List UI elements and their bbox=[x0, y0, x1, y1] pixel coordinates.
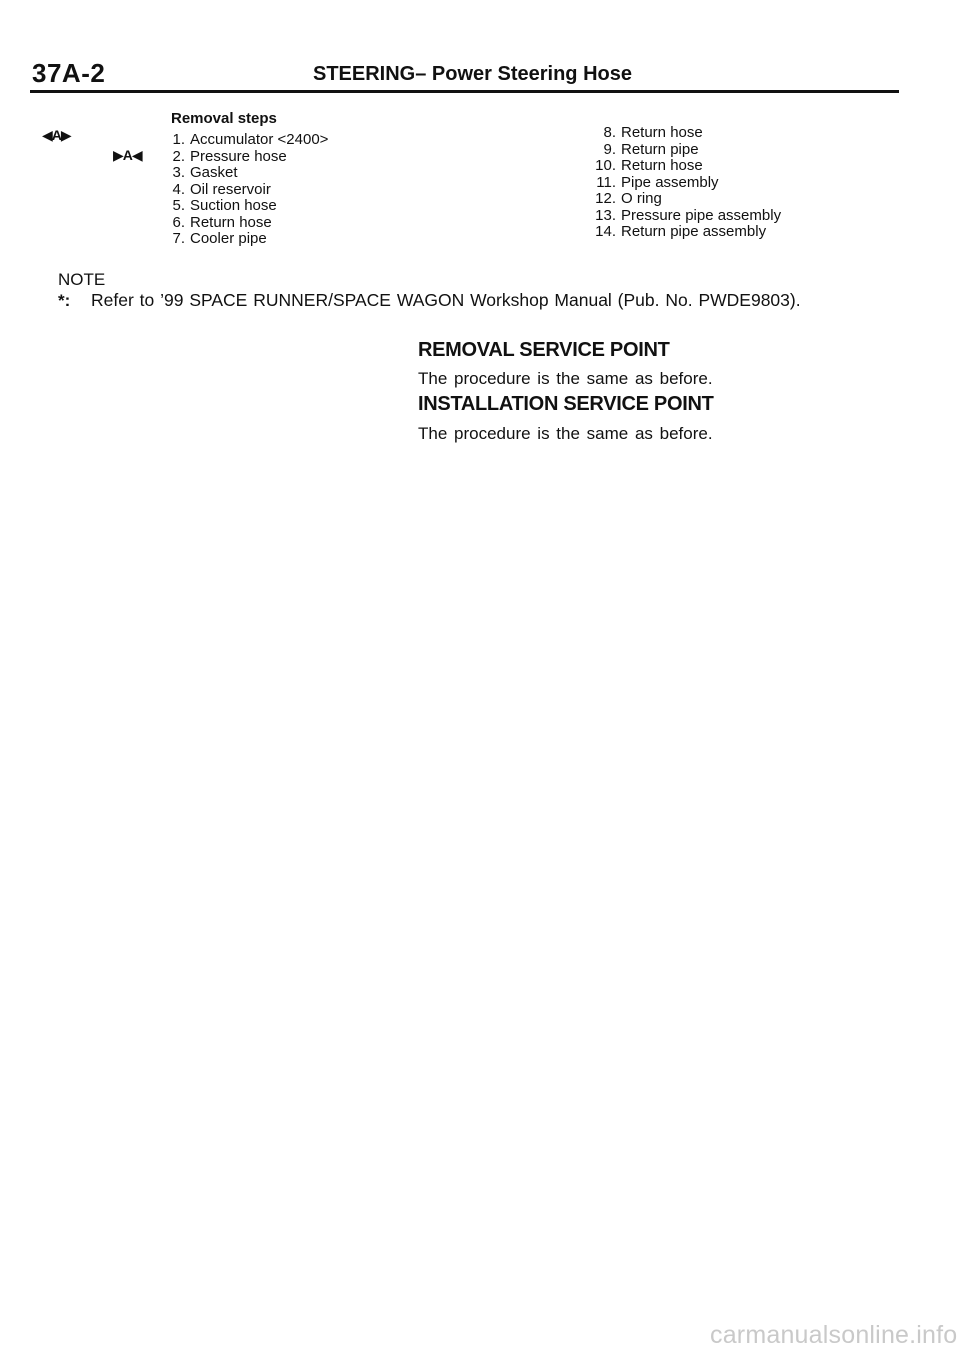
list-item: 10. Return hose bbox=[595, 157, 703, 174]
list-item: 14. Return pipe assembly bbox=[595, 223, 767, 240]
installation-service-point-text: The procedure is the same as before. bbox=[418, 424, 713, 443]
list-item: 8. Return hose bbox=[603, 124, 703, 141]
list-item: 12. O ring bbox=[595, 190, 662, 207]
removal-service-point-heading: REMOVAL SERVICE POINT bbox=[418, 339, 670, 361]
service-marker-installation: ▶A◀ bbox=[113, 147, 142, 163]
list-item: 4. Oil reservoir bbox=[172, 180, 271, 198]
list-item: 3. Gasket bbox=[172, 164, 238, 181]
list-item: 9. Return pipe bbox=[603, 140, 699, 158]
removal-steps-list-right bbox=[584, 125, 781, 241]
list-item: 2. Pressure hose bbox=[172, 147, 287, 165]
list-item: 5. Suction hose bbox=[172, 197, 277, 214]
page-title: STEERING– Power Steering Hose bbox=[313, 63, 632, 85]
removal-steps-list-left bbox=[171, 132, 328, 248]
page-number: 37A-2 bbox=[32, 58, 106, 88]
list-item: 11. Pipe assembly bbox=[596, 173, 719, 191]
list-item: 6. Return hose bbox=[172, 213, 272, 231]
installation-service-point-heading: INSTALLATION SERVICE POINT bbox=[418, 393, 714, 415]
removal-service-point-text: The procedure is the same as before. bbox=[418, 369, 713, 388]
list-item: 1. Accumulator <2400> bbox=[172, 131, 329, 148]
note-label: NOTE bbox=[58, 270, 106, 289]
list-item: 13. Pressure pipe assembly bbox=[595, 206, 782, 224]
header-divider bbox=[30, 90, 899, 93]
note-text: Refer to ’99 SPACE RUNNER/SPACE WAGON Workshop Manual (Pub. No. PWDE9803). bbox=[91, 290, 801, 310]
footer-watermark: carmanualsonline.info bbox=[710, 1321, 958, 1349]
service-marker-removal: ◀A▶ bbox=[42, 127, 71, 143]
note-symbol: *: bbox=[58, 291, 71, 310]
list-item: 7. Cooler pipe bbox=[172, 230, 267, 247]
removal-steps-heading: Removal steps bbox=[171, 110, 277, 127]
